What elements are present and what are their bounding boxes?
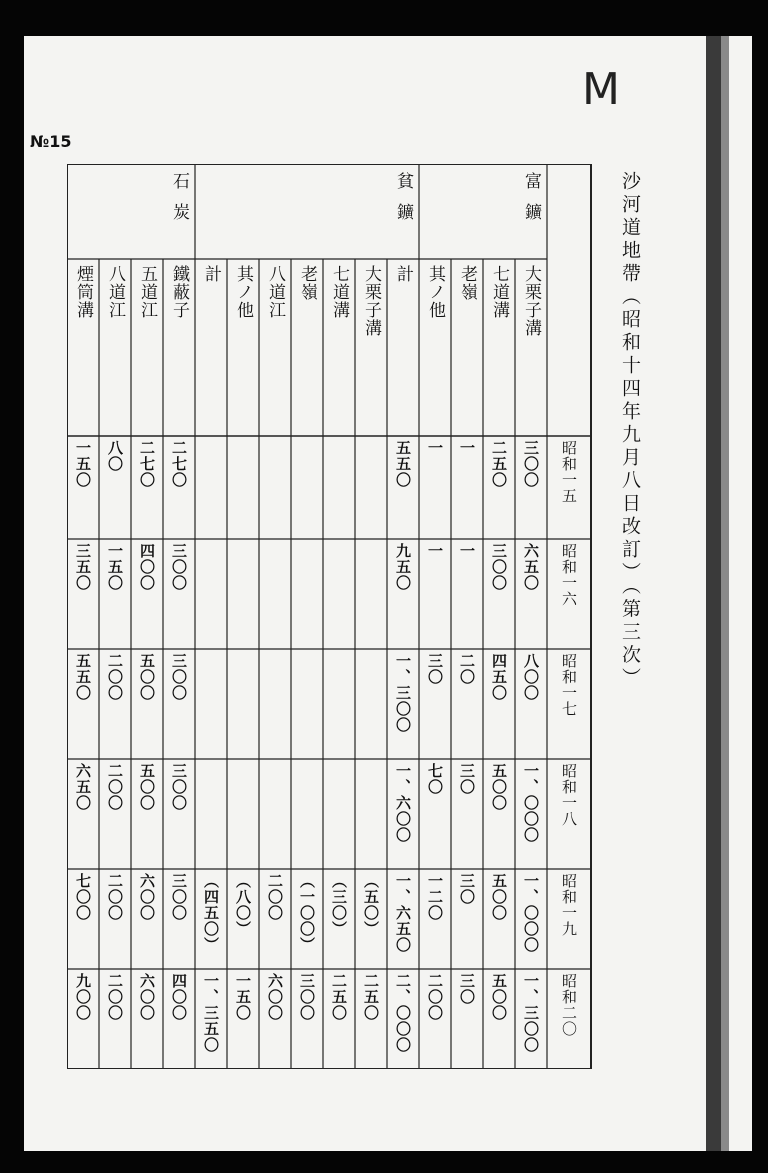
- table-row-label: 老嶺: [457, 265, 477, 301]
- table-value: 一、六〇〇: [394, 763, 412, 843]
- table-value: （三〇）: [330, 873, 348, 937]
- table-value: 一: [426, 440, 444, 456]
- table-value: 七〇〇: [74, 873, 92, 921]
- table-value: 二〇〇: [106, 973, 124, 1021]
- table-value: 二〇〇: [266, 873, 284, 921]
- table-value: 二五〇: [362, 973, 380, 1021]
- table-value: 三〇〇: [170, 543, 188, 591]
- table-value: 二、〇〇〇: [394, 973, 412, 1053]
- table-value: 一五〇: [106, 543, 124, 591]
- table-year-label: 昭和二〇: [560, 973, 578, 1037]
- table-group-header: 富鑛: [521, 172, 541, 234]
- table-value: 五〇〇: [490, 973, 508, 1021]
- table-row-label: 五道江: [137, 265, 157, 319]
- table-value: 一: [458, 543, 476, 559]
- table-value: 五五〇: [74, 653, 92, 701]
- table-value: 二〇〇: [426, 973, 444, 1021]
- table-value: 三〇: [458, 873, 476, 905]
- table-year-label: 昭和一九: [560, 873, 578, 937]
- table-row-label: 大栗子溝: [521, 265, 541, 337]
- table-value: （八〇）: [234, 873, 252, 937]
- table-value: 六〇〇: [138, 973, 156, 1021]
- document-title: 沙河道地帶（昭和十四年九月八日改訂）（第三次）: [619, 171, 641, 691]
- table-value: 七〇: [426, 763, 444, 795]
- table-row-label: 老嶺: [297, 265, 317, 301]
- table-value: 二五〇: [490, 440, 508, 488]
- table-value: 一、三〇〇: [522, 973, 540, 1053]
- table-value: 九五〇: [394, 543, 412, 591]
- table-value: 一五〇: [74, 440, 92, 488]
- table-value: 二〇〇: [106, 653, 124, 701]
- table-value: 二五〇: [330, 973, 348, 1021]
- table-value: 三五〇: [74, 543, 92, 591]
- table-value: 一二〇: [426, 873, 444, 921]
- table-row-label: 計: [201, 265, 221, 283]
- table-value: 二七〇: [170, 440, 188, 488]
- table-value: 三〇〇: [522, 440, 540, 488]
- table-value: 一五〇: [234, 973, 252, 1021]
- table-year-label: 昭和一八: [560, 763, 578, 827]
- table-value: 三〇〇: [170, 873, 188, 921]
- table-value: 五五〇: [394, 440, 412, 488]
- table-row-label: 七道溝: [489, 265, 509, 319]
- table-row-label: 計: [393, 265, 413, 283]
- table-value: 一、〇〇〇: [522, 873, 540, 953]
- table-year-label: 昭和一七: [560, 653, 578, 717]
- table-value: 一、三五〇: [202, 973, 220, 1053]
- table-value: （一〇〇）: [298, 873, 316, 953]
- table-row-label: 八道江: [105, 265, 125, 319]
- table-year-label: 昭和一五: [560, 440, 578, 504]
- table-group-header: 石炭: [169, 172, 189, 234]
- table-value: 六五〇: [522, 543, 540, 591]
- table-value: 三〇: [458, 763, 476, 795]
- table-value: 三〇〇: [170, 653, 188, 701]
- table-value: 一、三〇〇: [394, 653, 412, 733]
- table-value: 三〇: [458, 973, 476, 1005]
- table-row-label: 其ノ他: [425, 265, 445, 319]
- table-value: 五〇〇: [490, 763, 508, 811]
- table-value: 六〇〇: [138, 873, 156, 921]
- table-value: 六五〇: [74, 763, 92, 811]
- table-value: 二〇〇: [106, 873, 124, 921]
- table-value: 二七〇: [138, 440, 156, 488]
- table-value: 四〇〇: [138, 543, 156, 591]
- table-row-label: 煙筒溝: [73, 265, 93, 319]
- table-value: 九〇〇: [74, 973, 92, 1021]
- table-row-label: 八道江: [265, 265, 285, 319]
- document-page: [24, 36, 752, 1151]
- handwritten-margin-mark: M: [582, 64, 620, 115]
- table-value: 五〇〇: [138, 653, 156, 701]
- book-spine-shadow: [706, 36, 721, 1151]
- table-value: （五〇）: [362, 873, 380, 937]
- table-year-label: 昭和一六: [560, 543, 578, 607]
- table-value: 八〇: [106, 440, 124, 472]
- table-value: 八〇〇: [522, 653, 540, 701]
- table-value: 三〇〇: [170, 763, 188, 811]
- table-value: 五〇〇: [490, 873, 508, 921]
- table-value: 六〇〇: [266, 973, 284, 1021]
- table-value: 三〇〇: [490, 543, 508, 591]
- page-reference-number: №15: [30, 132, 72, 151]
- table-value: 四〇〇: [170, 973, 188, 1021]
- table-value: 三〇: [426, 653, 444, 685]
- table-value: 三〇〇: [298, 973, 316, 1021]
- table-value: （四五〇）: [202, 873, 220, 953]
- table-row-label: 其ノ他: [233, 265, 253, 319]
- table-row-label: 鐵蔽子: [169, 265, 189, 319]
- table-value: 一: [458, 440, 476, 456]
- table-value: 一: [426, 543, 444, 559]
- table-value: 一、〇〇〇: [522, 763, 540, 843]
- table-value: 二〇: [458, 653, 476, 685]
- table-row-label: 七道溝: [329, 265, 349, 319]
- table-value: 二〇〇: [106, 763, 124, 811]
- table-group-header: 貧鑛: [393, 172, 413, 234]
- table-value: 一、六五〇: [394, 873, 412, 953]
- table-value: 五〇〇: [138, 763, 156, 811]
- book-spine-edge: [721, 36, 729, 1151]
- table-value: 四五〇: [490, 653, 508, 701]
- table-row-label: 大栗子溝: [361, 265, 381, 337]
